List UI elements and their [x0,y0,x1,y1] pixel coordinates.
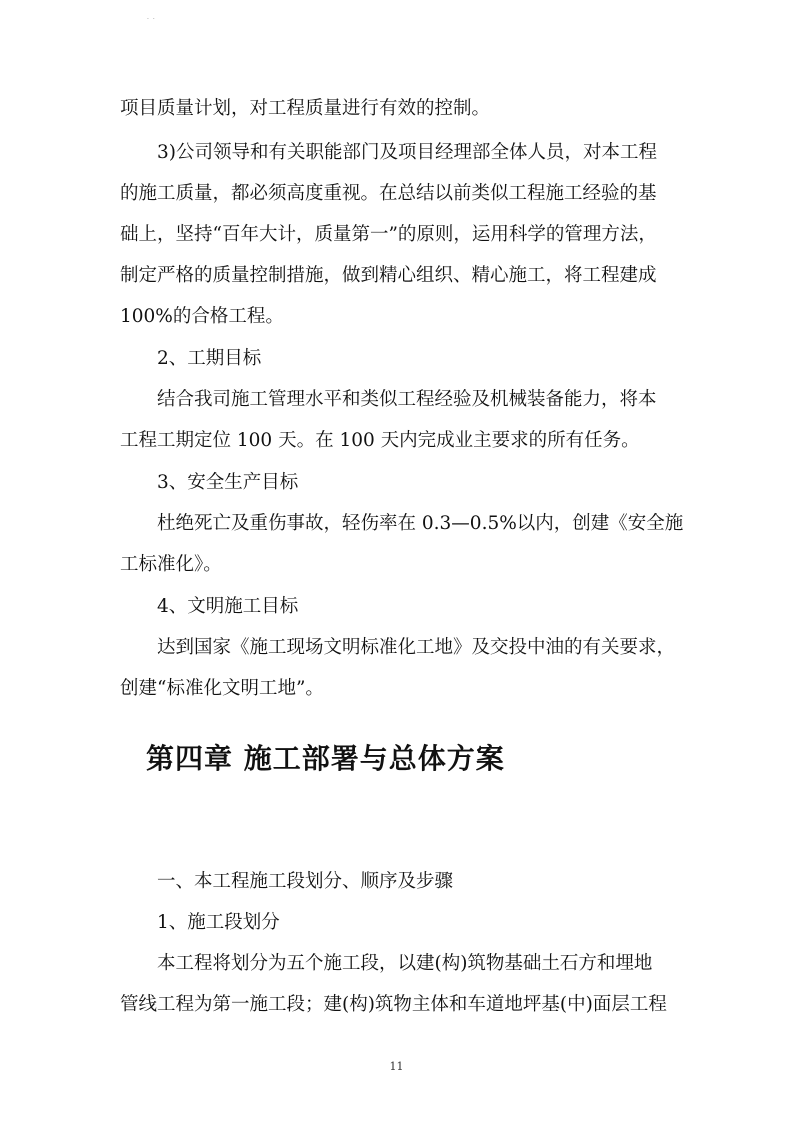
paragraph-line: 础上，坚持“百年大计，质量第一”的原则，运用科学的管理方法， [120,224,657,245]
paragraph-line: 管线工程为第一施工段；建(构)筑物主体和车道地坪基(中)面层工程 [120,994,667,1015]
paragraph-line: 100%的合格工程。 [120,306,284,327]
section-heading: 一、本工程施工段划分、顺序及步骤 [157,871,454,892]
paragraph-line: 3)公司领导和有关职能部门及项目经理部全体人员，对本工程 [157,142,657,163]
subheading-safety-goal: 3、安全生产目标 [157,472,299,493]
paragraph-line: 项目质量计划，对工程质量进行有效的控制。 [120,98,491,119]
subheading-schedule-goal: 2、工期目标 [157,348,262,369]
paragraph-line: 结合我司施工管理水平和类似工程经验及机械装备能力，将本 [157,389,657,410]
paragraph-line: 达到国家《施工现场文明标准化工地》及交投中油的有关要求， [157,637,676,658]
chapter-title: 第四章 施工部署与总体方案 [146,742,505,775]
page-corner-mark: . . [147,14,156,21]
paragraph-line: 杜绝死亡及重伤事故，轻伤率在 0.3—0.5%以内，创建《安全施 [157,513,684,534]
paragraph-line: 工标准化》。 [120,554,222,575]
paragraph-line: 的施工质量，都必须高度重视。在总结以前类似工程施工经验的基 [120,183,657,204]
subsection-heading: 1、施工段划分 [157,912,280,933]
paragraph-line: 工程工期定位 100 天。在 100 天内完成业主要求的所有任务。 [120,430,640,451]
page-number: 11 [389,1060,404,1073]
paragraph-line: 本工程将划分为五个施工段，以建(构)筑物基础土石方和埋地 [157,953,653,974]
paragraph-line: 创建“标准化文明工地”。 [120,678,324,699]
paragraph-line: 制定严格的质量控制措施，做到精心组织、精心施工，将工程建成 [120,265,657,286]
subheading-civilized-construction-goal: 4、文明施工目标 [157,596,299,617]
